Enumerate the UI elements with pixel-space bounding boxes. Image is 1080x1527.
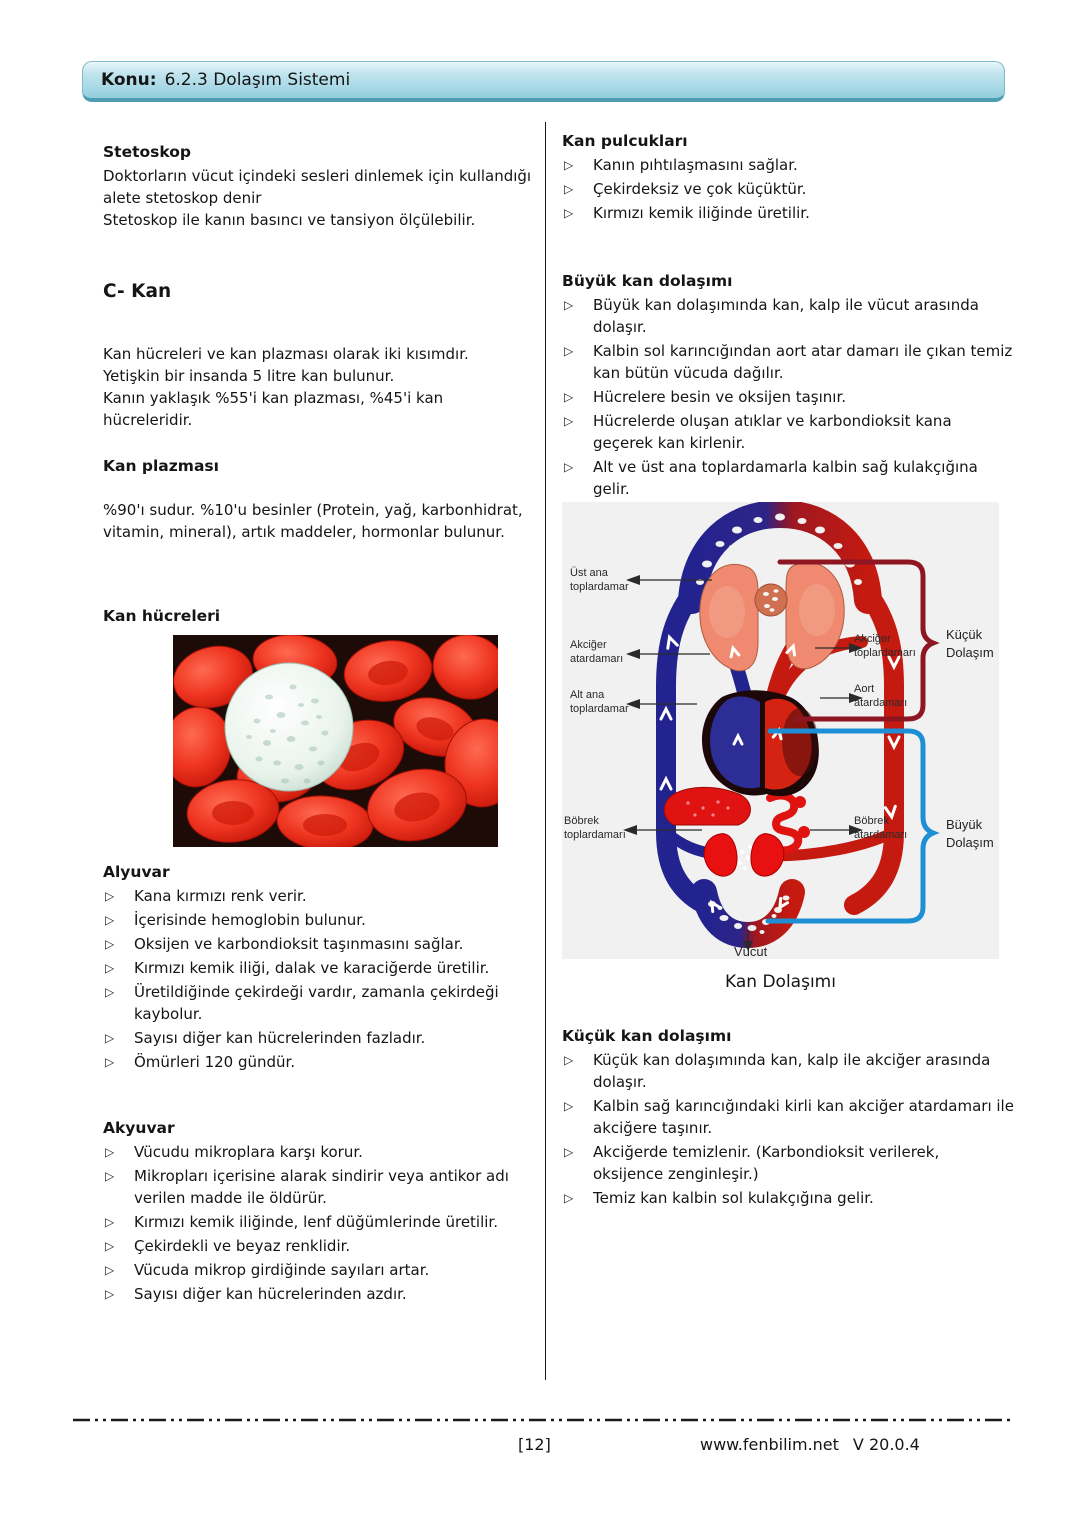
section-kan-pulcuklari — [562, 130, 1014, 224]
site-url: www.fenbilim.net — [700, 1435, 839, 1454]
alyuvar-list — [103, 885, 555, 1073]
bullet-item: ▷ Alt ve üst ana toplardamarla kalbin sağ kulakçığına gelir. — [562, 456, 1014, 500]
svg-text:atardamarı: atardamarı — [570, 653, 624, 665]
text-line: Yetişkin bir insanda 5 litre kan bulunur. — [103, 367, 395, 385]
section-kan — [103, 281, 555, 431]
heading-text: C- Kan — [103, 281, 172, 302]
bullet-item: ▷ Sayısı diğer kan hücrelerinden azdır. — [103, 1283, 555, 1305]
kan-heading — [103, 281, 555, 303]
bullet-item: ▷ Küçük kan dolaşımında kan, kalp ile akciğer arasında dolaşır. — [562, 1049, 1014, 1093]
heading-text: Büyük kan dolaşımı — [562, 272, 733, 290]
bullet-item: ▷ Vücudu mikroplara karşı korur. — [103, 1141, 555, 1163]
bullet-item: ▷ Vücuda mikrop girdiğinde sayıları artar. — [103, 1259, 555, 1281]
kan-plazmasi-heading — [103, 455, 555, 477]
label-ust-ana-toplardamar: Üst ana — [570, 567, 608, 579]
text-line: alete stetoskop denir — [103, 189, 262, 207]
section-akyuvar — [103, 1117, 555, 1305]
kan-pulcuklari-heading — [562, 130, 1014, 152]
bullet-item: ▷ Kalbin sol karıncığından aort atar damarı ile çıkan temiz kan bütün vücuda dağılır. — [562, 340, 1014, 384]
stetoskop-paragraph — [103, 165, 555, 231]
footer-dashed-line — [72, 1416, 1012, 1424]
bullet-item: ▷ Üretildiğinde çekirdeği vardır, zamanla çekirdeği kaybolur. — [103, 981, 555, 1025]
footer-site-info — [700, 1435, 920, 1454]
version-number: V 20.0.4 — [852, 1435, 920, 1454]
bullet-item: ▷ Kanın pıhtılaşmasını sağlar. — [562, 154, 1014, 176]
svg-text:toplardamarı: toplardamarı — [854, 647, 916, 659]
heading-text: Akyuvar — [103, 1119, 175, 1137]
bullet-item: ▷ Ömürleri 120 gündür. — [103, 1051, 555, 1073]
heading-text: Kan pulcukları — [562, 132, 688, 150]
akyuvar-heading — [103, 1117, 555, 1139]
section-kan-plazmasi — [103, 455, 555, 543]
buyuk-kan-dolasimi-list — [562, 294, 1014, 500]
right-column — [562, 130, 1014, 1211]
heading-text: Kan plazması — [103, 457, 219, 475]
heading-text: Kan hücreleri — [103, 607, 221, 625]
bullet-item: ▷ Büyük kan dolaşımında kan, kalp ile vücut arasında dolaşır. — [562, 294, 1014, 338]
heading-text: Küçük kan dolaşımı — [562, 1027, 732, 1045]
svg-text:toplardamar: toplardamar — [570, 703, 629, 715]
stetoskop-heading — [103, 141, 555, 163]
text-line: hücreleridir. — [103, 411, 193, 429]
label-vucut: Vücut — [734, 944, 768, 959]
text-line: Stetoskop ile kanın basıncı ve tansiyon ölçülebilir. — [103, 211, 476, 229]
bullet-item: ▷ Kana kırmızı renk verir. — [103, 885, 555, 907]
buyuk-kan-dolasimi-heading — [562, 270, 1014, 292]
page-number: [12] — [518, 1435, 551, 1454]
text-line: Kan hücreleri ve kan plazması olarak iki kısımdır. — [103, 345, 469, 363]
topic-header-bar — [82, 61, 1005, 102]
topic-title: 6.2.3 Dolaşım Sistemi — [164, 70, 351, 90]
section-alyuvar — [103, 861, 555, 1073]
akyuvar-list — [103, 1141, 555, 1305]
text-line: vitamin, mineral), artık maddeler, hormonlar bulunur. — [103, 523, 505, 541]
text-line: %90'ı sudur. %10'u besinler (Protein, yağ, karbonhidrat, — [103, 501, 523, 519]
kucuk-kan-dolasimi-heading — [562, 1025, 1014, 1047]
kan-plazmasi-paragraph — [103, 499, 555, 543]
section-kan-hucreleri — [103, 605, 555, 847]
label-akciger-toplardamari: Akciğer — [854, 633, 891, 645]
svg-text:toplardamarı: toplardamarı — [564, 829, 626, 841]
heading-text: Alyuvar — [103, 863, 170, 881]
bullet-item: ▷ Çekirdekli ve beyaz renklidir. — [103, 1235, 555, 1257]
svg-text:Dolaşım: Dolaşım — [946, 835, 994, 850]
kucuk-kan-dolasimi-list — [562, 1049, 1014, 1209]
svg-text:toplardamar: toplardamar — [570, 581, 629, 593]
diagram-caption: Kan Dolaşımı — [725, 972, 836, 992]
section-stetoskop — [103, 141, 555, 231]
label-aort-atardamari: Aort — [854, 683, 875, 695]
blood-cells-image — [173, 635, 498, 847]
bullet-item: ▷ Kalbin sağ karıncığındaki kirli kan akciğer atardamarı ile akciğere taşınır. — [562, 1095, 1014, 1139]
bullet-item: ▷ Hücrelerde oluşan atıklar ve karbondioksit kana geçerek kan kirlenir. — [562, 410, 1014, 454]
text-line: Kanın yaklaşık %55'i kan plazması, %45'i kan — [103, 389, 444, 407]
svg-text:atardamarı: atardamarı — [854, 829, 908, 841]
label-alt-ana-toplardamar: Alt ana — [570, 689, 605, 701]
white-blood-cell — [225, 663, 353, 791]
bullet-item: ▷ Oksijen ve karbondioksit taşınmasını sağlar. — [103, 933, 555, 955]
bullet-item: ▷ Kırmızı kemik iliğinde üretilir. — [562, 202, 1014, 224]
svg-text:Dolaşım: Dolaşım — [946, 645, 994, 660]
label-bobrek-toplardamari: Böbrek — [564, 815, 599, 827]
bullet-item: ▷ Kırmızı kemik iliği, dalak ve karaciğerde üretilir. — [103, 957, 555, 979]
bullet-item: ▷ İçerisinde hemoglobin bulunur. — [103, 909, 555, 931]
label-bobrek-atardamari: Böbrek — [854, 815, 889, 827]
kan-pulcuklari-list — [562, 154, 1014, 224]
circulation-diagram — [562, 502, 999, 959]
label-akciger-atardamari: Akciğer — [570, 639, 607, 651]
bullet-item: ▷ Çekirdeksiz ve çok küçüktür. — [562, 178, 1014, 200]
svg-text:Küçük: Küçük — [946, 627, 983, 642]
section-buyuk-kan-dolasimi — [562, 270, 1014, 500]
bullet-item: ▷ Temiz kan kalbin sol kulakçığına gelir. — [562, 1187, 1014, 1209]
bullet-item: ▷ Hücrelere besin ve oksijen taşınır. — [562, 386, 1014, 408]
bullet-item: ▷ Sayısı diğer kan hücrelerinden fazladır. — [103, 1027, 555, 1049]
bullet-item: ▷ Kırmızı kemik iliğinde, lenf düğümlerinde üretilir. — [103, 1211, 555, 1233]
kan-paragraph — [103, 343, 555, 431]
heart-shape — [702, 690, 819, 796]
section-kucuk-kan-dolasimi — [562, 1025, 1014, 1209]
svg-text:atardamarı: atardamarı — [854, 697, 908, 709]
bullet-item: ▷ Mikropları içerisine alarak sindirir veya antikor adı verilen madde ile öldürür. — [103, 1165, 555, 1209]
bullet-item: ▷ Akciğerde temizlenir. (Karbondioksit verilerek, oksijence zenginleşir.) — [562, 1141, 1014, 1185]
svg-text:Büyük: Büyük — [946, 817, 983, 832]
topic-label: Konu: — [101, 70, 157, 90]
kan-hucreleri-heading — [103, 605, 555, 627]
left-column — [103, 141, 555, 1307]
heading-text: Stetoskop — [103, 143, 192, 161]
text-line: Doktorların vücut içindeki sesleri dinlemek için kullandığı — [103, 167, 532, 185]
lung-capillary-cluster — [755, 584, 787, 616]
alyuvar-heading — [103, 861, 555, 883]
